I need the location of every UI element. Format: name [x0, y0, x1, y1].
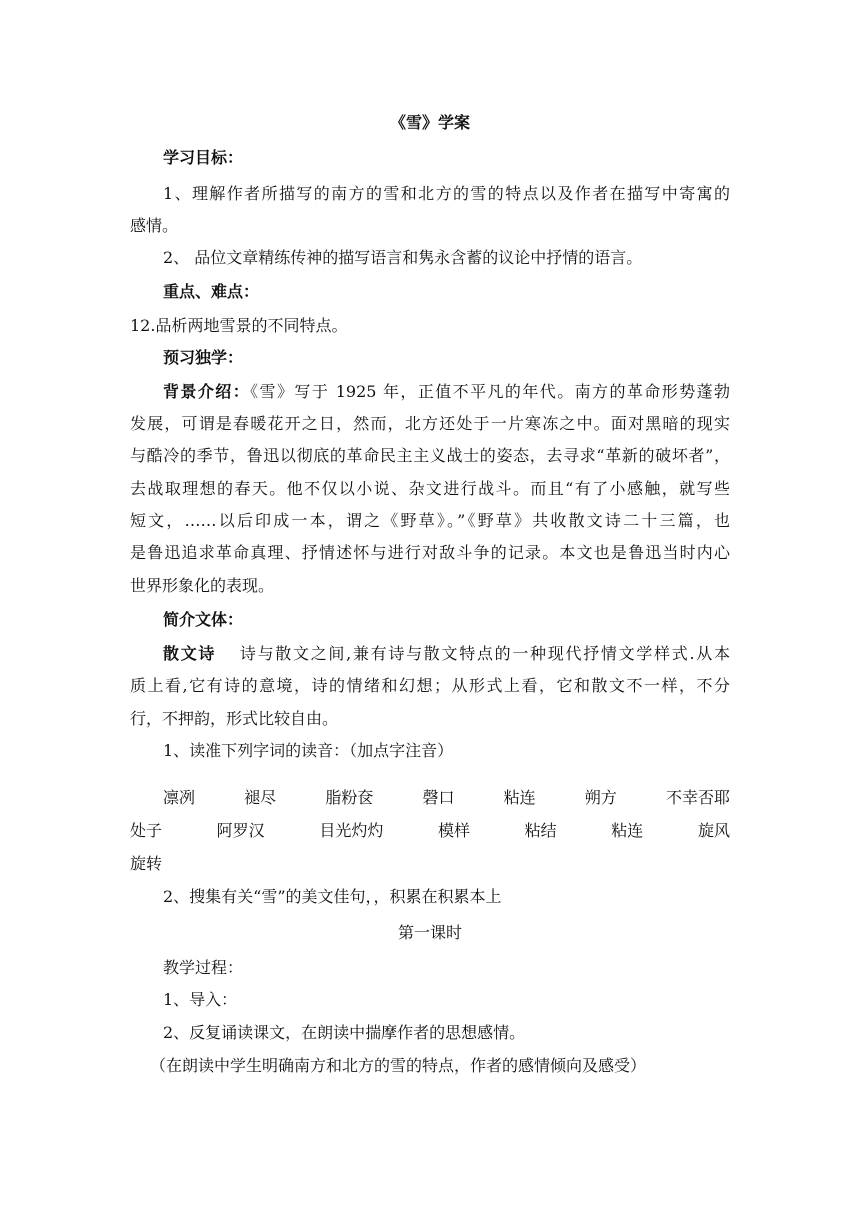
background-label: 背景介绍：: [163, 382, 251, 401]
background-line-3: 与酷冷的季节，鲁迅以彻底的革命民主主义战士的姿态，去寻求“革新的破坏者”，: [130, 446, 730, 465]
key-points-heading: 重点、难点：: [163, 282, 260, 301]
exercise-2: 2、搜集有关“雪”的美文佳句，，积累在积累本上: [163, 887, 502, 906]
key-points-item: 12.品析两地雪景的不同特点。: [130, 316, 348, 335]
word: 脂粉奁: [325, 788, 374, 807]
background-line-6: 是鲁迅追求革命真理、抒情述怀与进行对敌斗争的记录。本文也是鲁迅当时内心: [130, 543, 730, 562]
exercise-1-prompt: 1、读准下列字词的读音：（加点字注音）: [163, 741, 454, 760]
word: 粘结: [524, 821, 557, 840]
word-list-row-1: [163, 782, 730, 814]
goal-2: 2、 品位文章精练传神的描写语言和隽永含蓄的议论中抒情的语言。: [163, 248, 643, 267]
word-list-row-3: 旋转: [130, 854, 163, 873]
teaching-process: 教学过程：: [163, 958, 244, 977]
word: 旋风: [697, 821, 730, 840]
word: 不幸否耶: [665, 788, 730, 807]
preview-heading: 预习独学：: [163, 348, 244, 367]
genre-line-1: [163, 638, 730, 670]
step-1: 1、导入：: [163, 990, 238, 1009]
word: 褪尽: [244, 788, 277, 807]
background-line-1: [163, 376, 730, 408]
genre-text-1: 诗与散文之间,兼有诗与散文特点的一种现代抒情文学样式.从本: [238, 644, 730, 663]
word: 处子: [130, 821, 163, 840]
word: 朔方: [584, 788, 617, 807]
word: 模样: [437, 821, 470, 840]
word-list-row-2: [130, 815, 730, 847]
word: 阿罗汉: [216, 821, 265, 840]
goals-heading: 学习目标：: [163, 148, 244, 167]
lesson-heading: 第一课时: [397, 923, 462, 942]
background-line-7: 世界形象化的表现。: [130, 576, 275, 595]
genre-label: 散文诗: [163, 644, 217, 663]
word: 凛冽: [163, 788, 196, 807]
background-line-5: 短文，……以后印成一本，谓之《野草》。”《野草》共收散文诗二十三篇，也: [130, 511, 730, 530]
document-title: 《雪》学案: [389, 113, 470, 132]
goal-1-line-1: 1、理解作者所描写的南方的雪和北方的雪的特点以及作者在描写中寄寓的: [163, 184, 730, 203]
background-line-2: 发展，可谓是春暖花开之日，然而，北方还处于一片寒冻之中。面对黑暗的现实: [130, 414, 730, 433]
background-line-4: 去战取理想的春天。他不仅以小说、杂文进行战斗。而且“有了小感触，就写些: [130, 479, 730, 498]
genre-heading: 简介文体：: [163, 610, 244, 629]
word: 目光灼灼: [319, 821, 384, 840]
goal-1-line-2: 感情。: [130, 216, 179, 235]
word: 粘连: [503, 788, 536, 807]
step-2: 2、反复诵读课文，在朗读中揣摩作者的思想感情。: [163, 1023, 526, 1042]
genre-line-2: 质上看,它有诗的意境，诗的情绪和幻想；从形式上看，它和散文不一样，不分: [130, 676, 730, 695]
word: 磬口: [422, 788, 455, 807]
genre-line-3: 行，不押韵，形式比较自由。: [130, 709, 339, 728]
word: 粘连: [611, 821, 644, 840]
background-text-1: 《雪》写于 1925 年，正值不平凡的年代。南方的革命形势蓬勃: [250, 382, 730, 401]
step-2-note: （在朗读中学生明确南方和北方的雪的特点，作者的感情倾向及感受）: [150, 1056, 647, 1075]
